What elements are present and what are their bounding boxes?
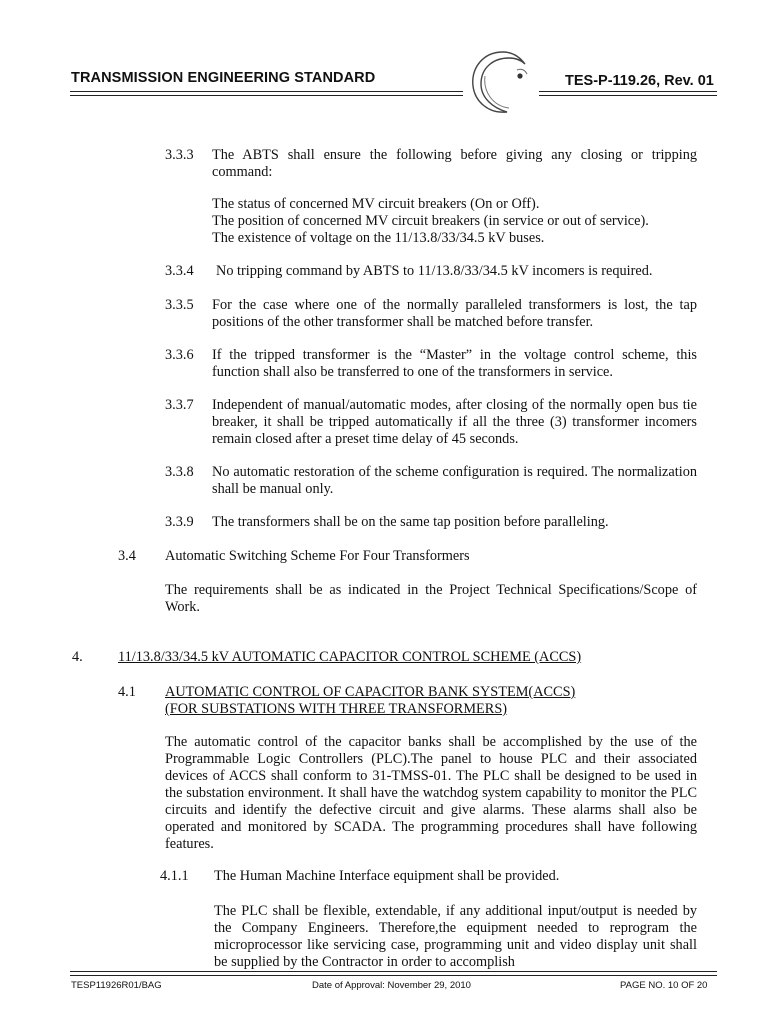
header-document-number: TES-P-119.26, Rev. 01 xyxy=(565,73,714,89)
section-3-3-3-item-2: The position of concerned MV circuit breakers (in service or out of service). xyxy=(212,213,649,229)
section-3-3-7-text: Independent of manual/automatic modes, after closing of the normally open bus tie breaker, it shall be tripped automatically if all the three (3) transformer incomers remain closed after a preset time delay of 45 seconds. xyxy=(212,397,697,447)
header-rule-bottom xyxy=(70,95,717,96)
section-3-4-title: Automatic Switching Scheme For Four Transformers xyxy=(165,548,470,564)
section-3-3-4-text: No tripping command by ABTS to 11/13.8/33/34.5 kV incomers is required. xyxy=(216,263,653,279)
header-standard-title: TRANSMISSION ENGINEERING STANDARD xyxy=(71,70,376,86)
footer-page-number: PAGE NO. 10 OF 20 xyxy=(620,980,708,991)
footer-rule-bottom xyxy=(70,975,717,976)
footer-document-id: TESP11926R01/BAG xyxy=(71,980,162,991)
section-number-4-1-1: 4.1.1 xyxy=(160,868,189,884)
section-number-3-3-7: 3.3.7 xyxy=(165,397,194,413)
section-4-title: 11/13.8/33/34.5 kV AUTOMATIC CAPACITOR CONTROL SCHEME (ACCS) xyxy=(118,649,582,665)
section-number-4-1: 4.1 xyxy=(118,684,136,700)
section-4-1-text: The automatic control of the capacitor banks shall be accomplished by the use of the Programmable Logic Controllers (PLC).The panel to house PLC and their associated devices of ACCS shall conform to 31-TMSS-01. The PLC shall be designed to be used in the substation environment. It shall have the watchdog system capability to monitor the PLC circuits and identify the defective circuit and give alarms. These alarms shall also be operated and monitored by SCADA. The programming procedures shall have following features. xyxy=(165,734,697,852)
section-4-1-title-line-2: (FOR SUBSTATIONS WITH THREE TRANSFORMERS) xyxy=(165,701,508,717)
section-number-4: 4. xyxy=(72,649,83,665)
section-number-3-3-8: 3.3.8 xyxy=(165,464,194,480)
section-number-3-3-3: 3.3.3 xyxy=(165,147,194,163)
section-3-3-5-text: For the case where one of the normally paralleled transformers is lost, the tap positions of the other transformer shall be matched before transfer. xyxy=(212,297,697,330)
section-3-3-3-text: The ABTS shall ensure the following before giving any closing or tripping command: xyxy=(212,147,697,180)
footer-rule-top xyxy=(70,971,717,972)
section-3-3-6-text: If the tripped transformer is the “Master” in the voltage control scheme, this function shall also be transferred to one of the transformers in service. xyxy=(212,347,697,380)
header-rule-top xyxy=(70,91,717,92)
section-number-3-3-9: 3.3.9 xyxy=(165,514,194,530)
section-3-3-9-text: The transformers shall be on the same tap position before paralleling. xyxy=(212,514,609,530)
section-number-3-3-4: 3.3.4 xyxy=(165,263,194,279)
section-3-4-text: The requirements shall be as indicated in the Project Technical Specifications/Scope of Work. xyxy=(165,582,697,615)
footer-approval-date: Date of Approval: November 29, 2010 xyxy=(312,980,471,991)
section-4-1-1-title: The Human Machine Interface equipment shall be provided. xyxy=(214,868,560,884)
section-3-3-3-item-1: The status of concerned MV circuit breakers (On or Off). xyxy=(212,196,540,212)
section-number-3-3-6: 3.3.6 xyxy=(165,347,194,363)
section-3-3-8-text: No automatic restoration of the scheme configuration is required. The normalization shall be manual only. xyxy=(212,464,697,497)
section-3-3-3-item-3: The existence of voltage on the 11/13.8/33/34.5 kV buses. xyxy=(212,230,545,246)
company-logo-icon xyxy=(463,46,539,122)
section-number-3-4: 3.4 xyxy=(118,548,136,564)
section-number-3-3-5: 3.3.5 xyxy=(165,297,194,313)
section-4-1-1-text: The PLC shall be flexible, extendable, if any additional input/output is needed by the Company Engineers. Therefore,the equipment needed to reprogram the microprocessor like servicing case, programming unit and video display unit shall be supplied by the Contractor in order to accomplish xyxy=(214,903,697,970)
section-4-1-title-line-1: AUTOMATIC CONTROL OF CAPACITOR BANK SYSTEM(ACCS) xyxy=(165,684,576,700)
